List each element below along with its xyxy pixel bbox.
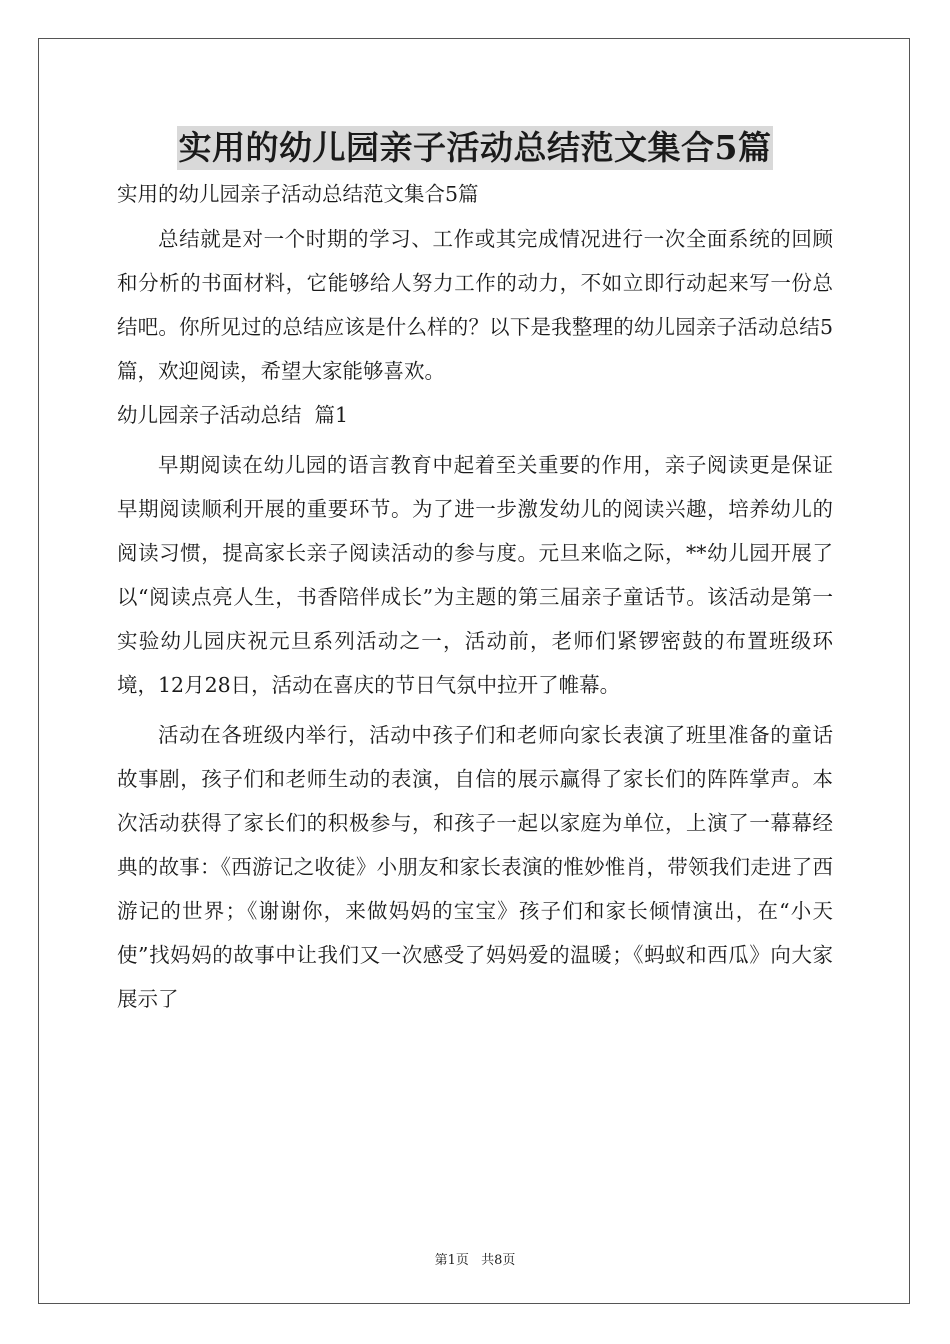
body-paragraph: 活动在各班级内举行，活动中孩子们和老师向家长表演了班里准备的童话故事剧，孩子们和老师生动的表演，自信的展示赢得了家长们的阵阵掌声。本次活动获得了家长们的积极参与，和孩子一起以家庭为单位，上演了一幕幕经典的故事：《西游记之收徒》小朋友和家长表演的惟妙惟肖，带领我们走进了西游记的世界；《谢谢你，来做妈妈的宝宝》孩子们和家长倾情演出，在“小天使”找妈妈的故事中让我们又一次感受了妈妈爱的温暖；《蚂蚁和西瓜》向大家展示了 bbox=[117, 723, 833, 1011]
title-container bbox=[0, 126, 950, 170]
section-heading: 幼儿园亲子活动总结 篇1 bbox=[117, 403, 349, 427]
page-total: 共8页 bbox=[481, 1253, 516, 1268]
document-title: 实用的幼儿园亲子活动总结范文集合5篇 bbox=[177, 126, 774, 170]
body-paragraph: 早期阅读在幼儿园的语言教育中起着至关重要的作用，亲子阅读更是保证早期阅读顺利开展的重要环节。为了进一步激发幼儿的阅读兴趣，培养幼儿的阅读习惯，提高家长亲子阅读活动的参与度。元旦来临之际，**幼儿园开展了以“阅读点亮人生，书香陪伴成长”为主题的第三届亲子童话节。该活动是第一实验幼儿园庆祝元旦系列活动之一，活动前，老师们紧锣密鼓的布置班级环境，12月28日，活动在喜庆的节日气氛中拉开了帷幕。 bbox=[117, 453, 833, 697]
page-footer bbox=[0, 1252, 950, 1270]
document-subtitle: 实用的幼儿园亲子活动总结范文集合5篇 bbox=[117, 182, 479, 206]
document-body bbox=[117, 178, 833, 1021]
intro-paragraph: 总结就是对一个时期的学习、工作或其完成情况进行一次全面系统的回顾和分析的书面材料，它能够给人努力工作的动力，不如立即行动起来写一份总结吧。你所见过的总结应该是什么样的？以下是我整理的幼儿园亲子活动总结5篇，欢迎阅读，希望大家能够喜欢。 bbox=[117, 227, 833, 383]
page-number: 第1页 bbox=[434, 1253, 469, 1268]
